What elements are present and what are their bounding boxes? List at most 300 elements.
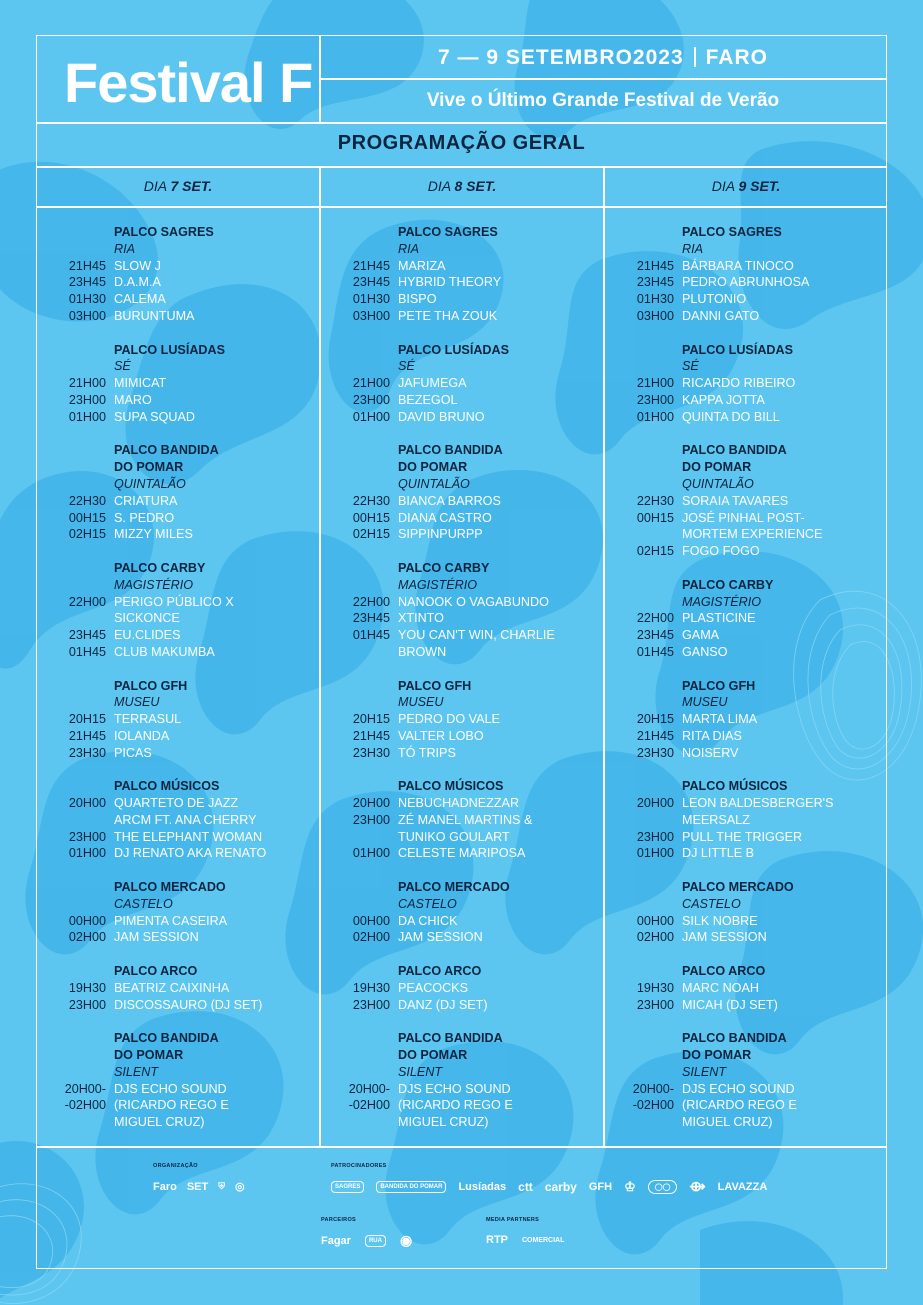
act-row xyxy=(36,308,306,325)
act-row xyxy=(36,745,306,762)
act-time: -02H00 xyxy=(632,1098,674,1113)
act-time: 23H30 xyxy=(68,745,106,760)
act-row xyxy=(604,510,874,527)
act-name: CRIATURA xyxy=(114,493,178,508)
act-time: 23H45 xyxy=(68,275,106,290)
act-time: 01H00 xyxy=(352,409,390,424)
act-row xyxy=(604,543,874,560)
act-time: 22H00 xyxy=(68,594,106,609)
act-row xyxy=(320,493,590,510)
act-time xyxy=(320,644,398,661)
act-row xyxy=(36,510,306,527)
act-time: 23H45 xyxy=(352,275,390,290)
title-divider xyxy=(36,166,887,168)
act-row xyxy=(320,997,590,1014)
act-name: PLUTONIO xyxy=(682,292,747,307)
stage-venue: SÉ xyxy=(398,359,415,374)
organizer-emblem-icon: ⛨ xyxy=(218,1181,226,1191)
act-row xyxy=(36,913,306,930)
stage-block xyxy=(320,879,590,946)
act-time: 19H30 xyxy=(636,980,674,995)
act-name: MORTEM EXPERIENCE xyxy=(682,527,823,542)
stage-block xyxy=(320,678,590,762)
stage-venue: CASTELO xyxy=(114,896,173,911)
act-name: YOU CAN'T WIN, CHARLIE xyxy=(398,628,555,643)
stage-name: DO POMAR xyxy=(682,460,752,475)
festival-dates xyxy=(320,46,886,70)
act-time: 23H00 xyxy=(68,829,106,844)
act-name: PERIGO PÚBLICO X xyxy=(114,594,234,609)
stage-block xyxy=(320,560,590,661)
parceiros-label: PARCEIROS xyxy=(321,1217,356,1223)
act-name: TERRASUL xyxy=(114,712,182,727)
header-divider-bottom xyxy=(36,122,887,124)
stage-name: DO POMAR xyxy=(114,1048,184,1063)
act-name: TÓ TRIPS xyxy=(398,745,456,760)
act-row xyxy=(320,728,590,745)
act-time: 00H00 xyxy=(68,913,106,928)
day-date: 9 SET. xyxy=(738,178,781,194)
stage-venue: MUSEU xyxy=(114,695,160,710)
stage-venue: SÉ xyxy=(114,359,131,374)
stage-name: PALCO MÚSICOS xyxy=(682,779,788,794)
act-name: ZÉ MANEL MARTINS & xyxy=(398,812,533,827)
act-name: BEATRIZ CAIXINHA xyxy=(114,980,230,995)
act-name: DANNI GATO xyxy=(682,308,760,323)
act-row xyxy=(320,845,590,862)
act-name: MIGUEL CRUZ) xyxy=(682,1115,773,1130)
act-time: 21H45 xyxy=(352,258,390,273)
act-name: MARC NOAH xyxy=(682,980,759,995)
stage-block xyxy=(36,342,306,426)
stage-name: DO POMAR xyxy=(682,1048,752,1063)
stage-name: DO POMAR xyxy=(114,460,184,475)
act-row xyxy=(604,711,874,728)
stage-venue: MUSEU xyxy=(682,695,728,710)
act-name: PICAS xyxy=(114,745,152,760)
stage-venue: CASTELO xyxy=(398,896,457,911)
act-name: PEDRO ABRUNHOSA xyxy=(682,275,810,290)
act-time: 20H00 xyxy=(636,796,674,811)
faro-logo: Faro xyxy=(153,1180,177,1193)
act-name: (RICARDO REGO E xyxy=(682,1098,797,1113)
act-row xyxy=(320,829,590,846)
act-time: 23H00 xyxy=(636,997,674,1012)
stage-name: PALCO SAGRES xyxy=(398,225,498,239)
act-time: 20H00 xyxy=(68,796,106,811)
stage-name: PALCO MERCADO xyxy=(114,880,226,895)
lusiadas-logo: Lusíadas xyxy=(458,1180,507,1193)
stage-name: PALCO GFH xyxy=(682,678,756,693)
act-row xyxy=(320,526,590,543)
stage-block xyxy=(320,963,590,1013)
act-row xyxy=(604,997,874,1014)
stage-name: PALCO SAGRES xyxy=(114,225,214,239)
stage-venue: QUINTALÃO xyxy=(398,476,470,491)
stage-venue: CASTELO xyxy=(682,896,741,911)
act-name: JOSÉ PINHAL POST- xyxy=(682,510,805,525)
stage-venue: MAGISTÉRIO xyxy=(682,594,762,609)
act-row xyxy=(36,627,306,644)
act-time: 03H00 xyxy=(68,308,106,323)
act-name: BISPO xyxy=(398,292,437,307)
act-time xyxy=(320,829,398,846)
act-time: 22H30 xyxy=(352,493,390,508)
act-row xyxy=(36,795,306,812)
act-name: SIPPINPURPP xyxy=(398,527,483,542)
act-name: DJ LITTLE B xyxy=(682,846,755,861)
act-time: 00H15 xyxy=(68,510,106,525)
stage-name: PALCO GFH xyxy=(114,678,188,693)
act-row xyxy=(36,997,306,1014)
stage-name: PALCO BANDIDA xyxy=(114,1031,219,1046)
act-time: 23H00 xyxy=(636,829,674,844)
act-time: 21H00 xyxy=(636,376,674,391)
stage-block xyxy=(604,1030,874,1131)
act-name: SILK NOBRE xyxy=(682,913,758,928)
act-time xyxy=(36,1114,114,1131)
day-header-1 xyxy=(36,178,320,194)
carby-logo: carby xyxy=(544,1179,577,1194)
act-time: 23H45 xyxy=(68,628,106,643)
stage-venue: RIA xyxy=(682,241,703,256)
act-name: KAPPA JOTTA xyxy=(682,392,765,407)
act-time: 23H00 xyxy=(636,392,674,407)
act-time: 01H00 xyxy=(68,409,106,424)
act-time: 02H15 xyxy=(68,527,106,542)
act-time: 02H00 xyxy=(352,930,390,945)
stage-block xyxy=(320,342,590,426)
act-row xyxy=(320,274,590,291)
stage-block xyxy=(320,1030,590,1131)
comercial-logo: COMERCIAL xyxy=(522,1236,565,1244)
stage-venue: MAGISTÉRIO xyxy=(114,577,194,592)
stage-venue: RIA xyxy=(398,241,419,256)
act-name: S. PEDRO xyxy=(114,510,175,525)
stage-name: DO POMAR xyxy=(398,1048,468,1063)
act-time: 01H45 xyxy=(636,644,674,659)
act-name: PULL THE TRIGGER xyxy=(682,829,803,844)
stage-venue: SILENT xyxy=(682,1064,727,1079)
ctt-logo: ctt xyxy=(518,1179,533,1194)
stage-block xyxy=(36,778,306,862)
act-time: 21H00 xyxy=(68,376,106,391)
stage-block xyxy=(36,879,306,946)
stage-venue: SILENT xyxy=(114,1064,159,1079)
act-row xyxy=(604,795,874,812)
set-logo: SET xyxy=(186,1180,209,1193)
act-name: EU.CLIDES xyxy=(114,628,181,643)
act-name: JAM SESSION xyxy=(114,930,199,945)
act-time: 19H30 xyxy=(352,980,390,995)
dayheader-divider xyxy=(36,206,887,208)
act-name: GAMA xyxy=(682,628,720,643)
organizacao-label: ORGANIZAÇÃO xyxy=(153,1163,198,1169)
act-row xyxy=(604,1114,874,1131)
media-logos xyxy=(486,1234,564,1246)
act-time xyxy=(320,1114,398,1131)
stage-name: PALCO CARBY xyxy=(398,560,490,575)
act-name: SUPA SQUAD xyxy=(114,409,195,424)
act-time: 23H00 xyxy=(68,392,106,407)
act-time: 01H00 xyxy=(636,846,674,861)
act-row xyxy=(36,1081,306,1098)
act-time: 21H45 xyxy=(68,728,106,743)
act-row xyxy=(604,644,874,661)
act-name: BÁRBARA TINOCO xyxy=(682,258,794,273)
act-row xyxy=(320,812,590,829)
act-name: TUNIKO GOULART xyxy=(398,829,510,844)
stage-block xyxy=(604,678,874,762)
act-time: 01H45 xyxy=(68,644,106,659)
act-name: PIMENTA CASEIRA xyxy=(114,913,228,928)
act-row xyxy=(36,845,306,862)
act-row xyxy=(604,728,874,745)
act-row xyxy=(604,1097,874,1114)
act-row xyxy=(36,711,306,728)
act-time: 21H45 xyxy=(636,728,674,743)
act-time: 23H45 xyxy=(636,628,674,643)
act-name: VALTER LOBO xyxy=(398,728,484,743)
act-time xyxy=(604,812,682,829)
act-row xyxy=(604,913,874,930)
act-row xyxy=(320,409,590,426)
act-time: -02H00 xyxy=(64,1098,106,1113)
act-name: DANZ (DJ SET) xyxy=(398,997,488,1012)
act-name: RITA DIAS xyxy=(682,728,742,743)
act-time: 20H00- xyxy=(632,1081,674,1096)
act-row xyxy=(320,258,590,275)
act-row xyxy=(320,594,590,611)
media-partners-label: MEDIA PARTNERS xyxy=(486,1217,540,1223)
act-row xyxy=(604,929,874,946)
act-time: 22H00 xyxy=(352,594,390,609)
act-time: 23H45 xyxy=(352,611,390,626)
act-name: PEACOCKS xyxy=(398,980,468,995)
act-name: MARIZA xyxy=(398,258,446,273)
stage-venue: SÉ xyxy=(682,359,699,374)
act-row xyxy=(320,980,590,997)
stage-name: PALCO BANDIDA xyxy=(114,443,219,458)
act-name: SICKONCE xyxy=(114,611,180,626)
date-range: 7 — 9 SETEMBRO2023 xyxy=(438,46,684,69)
act-time xyxy=(604,1114,682,1131)
day-header-2 xyxy=(320,178,604,194)
festival-logo: Festival F xyxy=(64,51,313,114)
sponsor-oval-icon: ◯◯ xyxy=(648,1180,678,1194)
act-time: 00H15 xyxy=(352,510,390,525)
act-row xyxy=(320,795,590,812)
act-row xyxy=(36,375,306,392)
act-name: DJS ECHO SOUND xyxy=(682,1081,795,1096)
act-name: SORAIA TAVARES xyxy=(682,493,789,508)
act-name: THE ELEPHANT WOMAN xyxy=(114,829,263,844)
act-row xyxy=(604,409,874,426)
act-row xyxy=(36,929,306,946)
act-time: 20H00- xyxy=(348,1081,390,1096)
stage-block xyxy=(36,963,306,1013)
act-time: 21H45 xyxy=(352,728,390,743)
act-time: 23H30 xyxy=(636,745,674,760)
sponsor-crest-icon: ♔ xyxy=(624,1178,636,1194)
stage-block xyxy=(604,442,874,560)
day-column-3 xyxy=(604,224,874,1148)
act-name: MIGUEL CRUZ) xyxy=(114,1115,205,1130)
act-row xyxy=(320,644,590,661)
act-time: 01H45 xyxy=(352,628,390,643)
act-name: BEZEGOL xyxy=(398,392,458,407)
act-name: DA CHICK xyxy=(398,913,458,928)
act-time: 01H30 xyxy=(68,292,106,307)
act-row xyxy=(320,392,590,409)
act-name: IOLANDA xyxy=(114,728,170,743)
day-prefix: DIA xyxy=(711,178,735,194)
act-row xyxy=(320,1097,590,1114)
act-name: DJS ECHO SOUND xyxy=(114,1081,227,1096)
act-name: CELESTE MARIPOSA xyxy=(398,846,526,861)
act-time: 01H30 xyxy=(352,292,390,307)
act-row xyxy=(36,409,306,426)
act-row xyxy=(36,392,306,409)
act-time: 21H45 xyxy=(636,258,674,273)
act-row xyxy=(320,745,590,762)
stage-name: PALCO LUSÍADAS xyxy=(398,342,510,357)
stage-name: PALCO GFH xyxy=(398,678,472,693)
act-row xyxy=(320,1114,590,1131)
act-row xyxy=(604,1081,874,1098)
stage-name: PALCO ARCO xyxy=(398,964,482,979)
act-row xyxy=(320,913,590,930)
act-name: XTINTO xyxy=(398,611,444,626)
act-row xyxy=(36,829,306,846)
act-row xyxy=(604,980,874,997)
act-name: D.A.M.A xyxy=(114,275,161,290)
page-title: PROGRAMAÇÃO GERAL xyxy=(337,132,586,154)
act-time xyxy=(604,526,682,543)
day-column-1 xyxy=(36,224,306,1148)
act-row xyxy=(36,258,306,275)
act-name: DIANA CASTRO xyxy=(398,510,492,525)
act-name: FOGO FOGO xyxy=(682,544,760,559)
city: FARO xyxy=(705,46,768,69)
stage-venue: SILENT xyxy=(398,1064,443,1079)
act-name: JAM SESSION xyxy=(398,930,483,945)
stage-name: PALCO MÚSICOS xyxy=(398,779,504,794)
rtp-logo: RTP xyxy=(486,1234,508,1246)
day-date: 8 SET. xyxy=(454,178,497,194)
gfh-logo: GFH xyxy=(588,1180,613,1193)
act-row xyxy=(36,728,306,745)
stage-name: PALCO LUSÍADAS xyxy=(682,342,794,357)
stage-block xyxy=(320,224,590,325)
act-row xyxy=(604,308,874,325)
act-name: DAVID BRUNO xyxy=(398,409,485,424)
stage-block xyxy=(320,442,590,543)
act-name: PLASTICINE xyxy=(682,611,756,626)
act-name: ARCM FT. ANA CHERRY xyxy=(114,812,257,827)
act-time: 03H00 xyxy=(636,308,674,323)
act-time: 23H30 xyxy=(352,745,390,760)
act-time: 21H45 xyxy=(68,258,106,273)
day-prefix: DIA xyxy=(427,178,451,194)
stage-block xyxy=(320,778,590,862)
day-column-2 xyxy=(320,224,590,1148)
stage-name: PALCO MERCADO xyxy=(398,880,510,895)
act-name: MEERSALZ xyxy=(682,812,750,827)
act-row xyxy=(36,980,306,997)
stage-venue: MAGISTÉRIO xyxy=(398,577,478,592)
day-prefix: DIA xyxy=(143,178,167,194)
organizer-logos xyxy=(153,1180,245,1193)
act-name: DJS ECHO SOUND xyxy=(398,1081,511,1096)
act-time: 03H00 xyxy=(352,308,390,323)
act-name: NEBUCHADNEZZAR xyxy=(398,796,520,811)
act-name: MARO xyxy=(114,392,152,407)
act-name: LEON BALDESBERGER'S xyxy=(682,796,834,811)
act-row xyxy=(320,510,590,527)
stage-block xyxy=(604,224,874,325)
stage-block xyxy=(36,224,306,325)
stage-block xyxy=(604,778,874,862)
stage-block xyxy=(36,560,306,661)
act-row xyxy=(320,610,590,627)
act-time: 00H15 xyxy=(636,510,674,525)
partner-logos xyxy=(321,1232,412,1249)
tagline: Vive o Último Grande Festival de Verão xyxy=(426,90,780,111)
act-row xyxy=(320,711,590,728)
act-time: 01H00 xyxy=(352,846,390,861)
stage-venue: RIA xyxy=(114,241,135,256)
stage-venue: QUINTALÃO xyxy=(114,476,186,491)
act-name: PETE THA ZOUK xyxy=(398,308,498,323)
stage-name: PALCO LUSÍADAS xyxy=(114,342,226,357)
act-row xyxy=(604,493,874,510)
act-row xyxy=(36,644,306,661)
act-name: JAFUMEGA xyxy=(398,376,467,391)
act-name: (RICARDO REGO E xyxy=(398,1098,513,1113)
act-row xyxy=(604,845,874,862)
stage-block xyxy=(604,577,874,661)
act-name: (RICARDO REGO E xyxy=(114,1098,229,1113)
act-time: 23H00 xyxy=(352,392,390,407)
act-time: 00H00 xyxy=(636,913,674,928)
act-time: 02H00 xyxy=(636,930,674,945)
act-time: -02H00 xyxy=(348,1098,390,1113)
header-divider-mid xyxy=(319,78,887,80)
stage-name: PALCO SAGRES xyxy=(682,225,782,239)
act-time: 20H15 xyxy=(352,712,390,727)
act-name: DISCOSSAURO (DJ SET) xyxy=(114,997,263,1012)
act-name: MIGUEL CRUZ) xyxy=(398,1115,489,1130)
act-row xyxy=(604,627,874,644)
stage-name: PALCO BANDIDA xyxy=(682,443,787,458)
day-date: 7 SET. xyxy=(170,178,213,194)
date-separator xyxy=(694,47,696,67)
act-time: 21H00 xyxy=(352,376,390,391)
stage-name: DO POMAR xyxy=(398,460,468,475)
act-row xyxy=(320,627,590,644)
act-time: 23H00 xyxy=(352,997,390,1012)
act-name: JAM SESSION xyxy=(682,930,767,945)
act-time: 20H00- xyxy=(64,1081,106,1096)
act-name: NOISERV xyxy=(682,745,739,760)
stage-name: PALCO BANDIDA xyxy=(682,1031,787,1046)
act-time: 19H30 xyxy=(68,980,106,995)
act-time: 20H15 xyxy=(636,712,674,727)
stage-name: PALCO MÚSICOS xyxy=(114,779,220,794)
organizer-circle-icon: ◎ xyxy=(235,1181,245,1193)
act-row xyxy=(604,610,874,627)
